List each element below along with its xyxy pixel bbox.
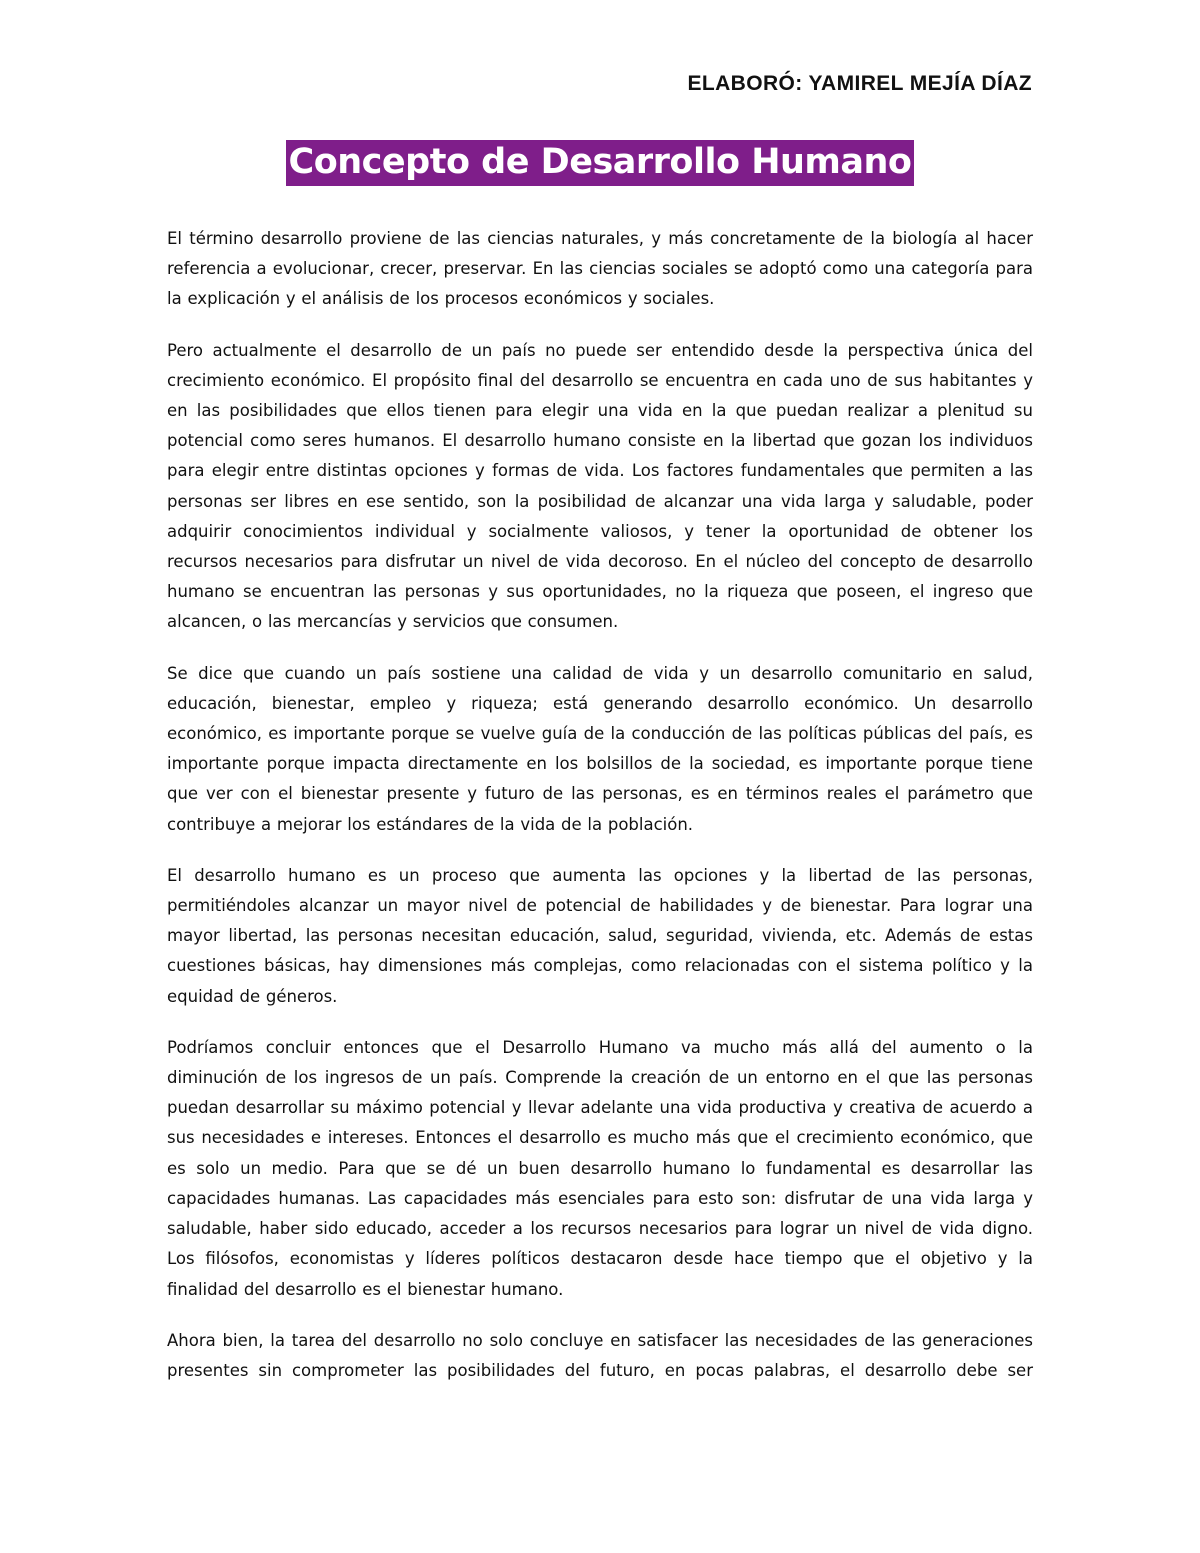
paragraph-5: Podríamos concluir entonces que el Desarrollo Humano va mucho más allá del aumento o la diminución de los ingresos de un país. Comprende la creación de un entorno en el que las personas puedan desarrollar su máximo potencial y llevar adelante una vida productiva y creativa de acuerdo a sus necesidades e intereses. Entonces el desarrollo es mucho más que el crecimiento económico, que es solo un medio. Para que se dé un buen desarrollo humano lo fundamental es desarrollar las capacidades humanas. Las capacidades más esenciales para esto son: disfrutar de una vida larga y saludable, haber sido educado, acceder a los recursos necesarios para lograr un nivel de vida digno. Los filósofos, economistas y líderes políticos destacaron desde hace tiempo que el objetivo y la finalidad del desarrollo es el bienestar humano. [167,1037,1033,1299]
document-body [167,224,1033,1407]
paragraph-4: El desarrollo humano es un proceso que aumenta las opciones y la libertad de las personas, permitiéndoles alcanzar un mayor nivel de potencial de habilidades y de bienestar. Para lograr una mayor libertad, las personas necesitan educación, salud, seguridad, vivienda, etc. Además de estas cuestiones básicas, hay dimensiones más complejas, como relacionadas con el sistema político y la equidad de géneros. [167,865,1033,1006]
author-line: ELABORÓ: YAMIREL MEJÍA DÍAZ [687,72,1032,95]
paragraph-2: Pero actualmente el desarrollo de un país no puede ser entendido desde la perspectiva única del crecimiento económico. El propósito final del desarrollo se encuentra en cada uno de sus habitantes y en las posibilidades que ellos tienen para elegir una vida en la que puedan realizar a plenitud su potencial como seres humanos. El desarrollo humano consiste en la libertad que gozan los individuos para elegir entre distintas opciones y formas de vida. Los factores fundamentales que permiten a las personas ser libres en ese sentido, son la posibilidad de alcanzar una vida larga y saludable, poder adquirir conocimientos individual y socialmente valiosos, y tener la oportunidad de obtener los recursos necesarios para disfrutar un nivel de vida decoroso. En el núcleo del concepto de desarrollo humano se encuentran las personas y sus oportunidades, no la riqueza que poseen, el ingreso que alcancen, o las mercancías y servicios que consumen. [167,340,1033,632]
paragraph-3: Se dice que cuando un país sostiene una calidad de vida y un desarrollo comunitario en salud, educación, bienestar, empleo y riqueza; está generando desarrollo económico. Un desarrollo económico, es importante porque se vuelve guía de la conducción de las políticas públicas del país, es importante porque impacta directamente en los bolsillos de la sociedad, es importante porque tiene que ver con el bienestar presente y futuro de las personas, es en términos reales el parámetro que contribuye a mejorar los estándares de la vida de la población. [167,663,1033,834]
document-title: Concepto de Desarrollo Humano [286,140,915,186]
title-container [0,140,1200,186]
paragraph-1: El término desarrollo proviene de las ciencias naturales, y más concretamente de la biología al hacer referencia a evolucionar, crecer, preservar. En las ciencias sociales se adoptó como una categoría para la explicación y el análisis de los procesos económicos y sociales. [167,229,1033,309]
paragraph-6: Ahora bien, la tarea del desarrollo no solo concluye en satisfacer las necesidades de las generaciones presentes sin comprometer las posibilidades del futuro, en pocas palabras, el desarrollo debe ser [167,1330,1033,1380]
